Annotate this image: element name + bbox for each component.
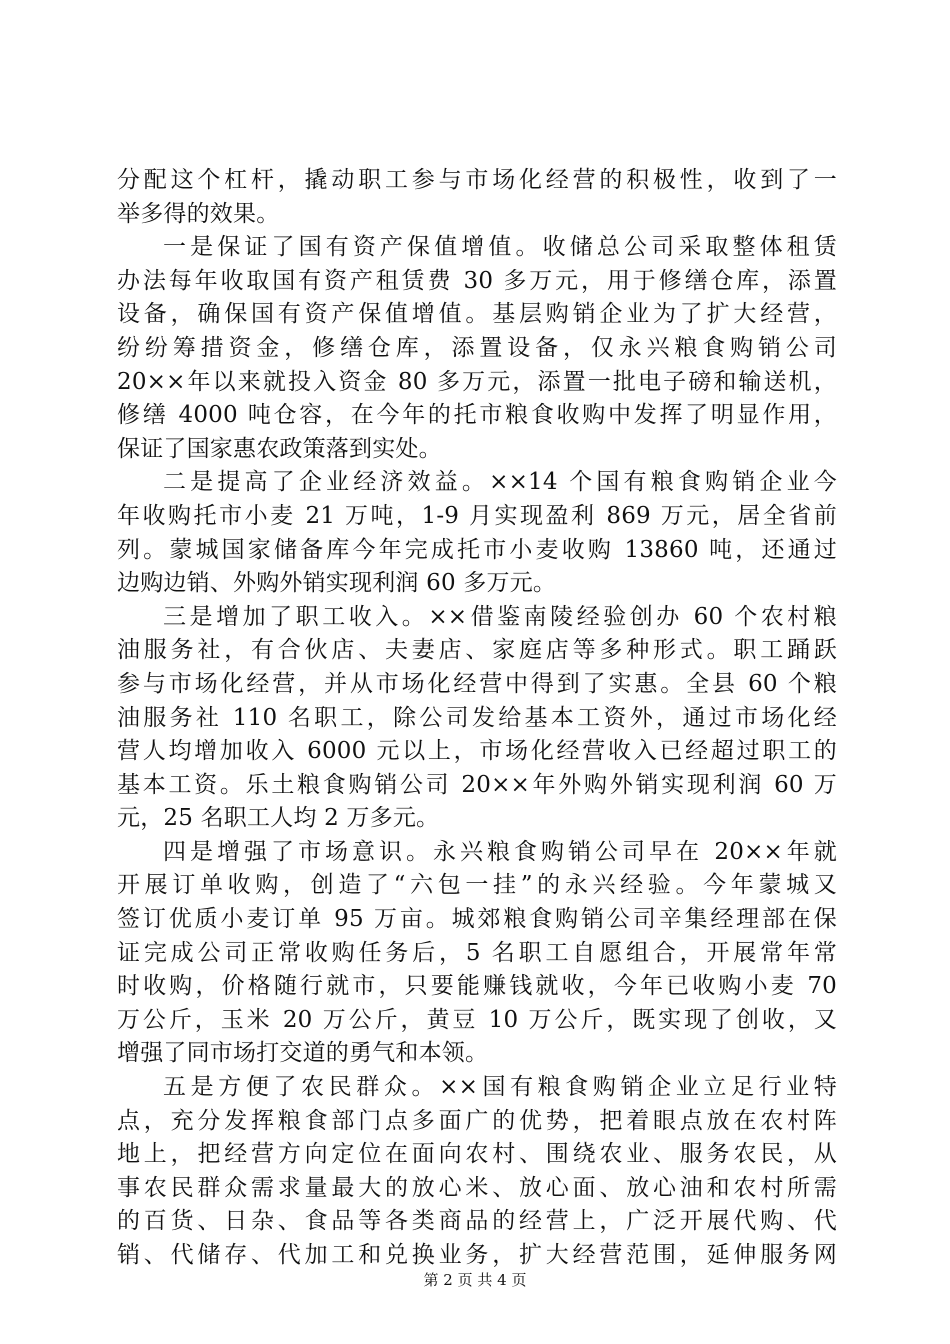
text-line: 设备，确保国有资产保值增值。基层购销企业为了扩大经营， xyxy=(117,301,837,328)
text-line: 举多得的效果。 xyxy=(117,200,280,227)
text-line: 修缮 4000 吨仓容，在今年的托市粮食收购中发挥了明显作用， xyxy=(117,402,837,429)
text-line: 参与市场化经营，并从市场化经营中得到了实惠。全县 60 个粮 xyxy=(117,670,837,697)
text-line: 年收购托市小麦 21 万吨，1-9 月实现盈利 869 万元，居全省前 xyxy=(117,502,837,529)
text-line: 证完成公司正常收购任务后，5 名职工自愿组合，开展常年常 xyxy=(117,939,837,966)
text-line: 纷纷筹措资金，修缮仓库，添置设备，仅永兴粮食购销公司 xyxy=(117,334,837,361)
text-line: 办法每年收取国有资产租赁费 30 多万元，用于修缮仓库，添置 xyxy=(117,267,837,294)
text-line: 四是增强了市场意识。永兴粮食购销公司早在 20××年就 xyxy=(163,838,837,865)
text-line: 基本工资。乐土粮食购销公司 20××年外购外销实现利润 60 万 xyxy=(117,771,837,798)
text-line: 边购边销、外购外销实现利润 60 多万元。 xyxy=(117,570,557,597)
text-line: 签订优质小麦订单 95 万亩。城郊粮食购销公司辛集经理部在保 xyxy=(117,906,837,933)
text-line: 一是保证了国有资产保值增值。收储总公司采取整体租赁 xyxy=(163,234,837,261)
text-line: 分配这个杠杆，撬动职工参与市场化经营的积极性，收到了一 xyxy=(117,167,837,193)
text-line: 油服务社，有合伙店、夫妻店、家庭店等多种形式。职工踊跃 xyxy=(117,637,837,664)
text-line: 元，25 名职工人均 2 万多元。 xyxy=(117,805,440,832)
text-line: 增强了同市场打交道的勇气和本领。 xyxy=(117,1040,489,1067)
text-line: 五是方便了农民群众。××国有粮食购销企业立足行业特 xyxy=(163,1074,837,1101)
document-body xyxy=(117,164,837,1273)
text-line: 列。蒙城国家储备库今年完成托市小麦收购 13860 吨，还通过 xyxy=(117,536,837,563)
page-number-footer: 第 2 页 共 4 页 xyxy=(423,1271,527,1289)
text-line: 万公斤，玉米 20 万公斤，黄豆 10 万公斤，既实现了创收，又 xyxy=(117,1006,837,1033)
text-line: 营人均增加收入 6000 元以上，市场化经营收入已经超过职工的 xyxy=(117,738,837,765)
text-line: 油服务社 110 名职工，除公司发给基本工资外，通过市场化经 xyxy=(117,704,837,731)
text-line: 开展订单收购，创造了“六包一挂”的永兴经验。今年蒙城又 xyxy=(117,872,837,899)
text-line: 销、代储存、代加工和兑换业务，扩大经营范围，延伸服务网 xyxy=(117,1242,837,1268)
text-line: 点，充分发挥粮食部门点多面广的优势，把着眼点放在农村阵 xyxy=(117,1107,837,1134)
text-line: 20××年以来就投入资金 80 多万元，添置一批电子磅和输送机， xyxy=(117,368,837,395)
text-line: 保证了国家惠农政策落到实处。 xyxy=(117,435,442,462)
text-line: 的百货、日杂、食品等各类商品的经营上，广泛开展代购、代 xyxy=(117,1208,837,1235)
text-line: 地上，把经营方向定位在面向农村、围绕农业、服务农民，从 xyxy=(117,1141,837,1168)
text-line: 三是增加了职工收入。××借鉴南陵经验创办 60 个农村粮 xyxy=(163,603,837,630)
text-line: 二是提高了企业经济效益。××14 个国有粮食购销企业今 xyxy=(163,469,837,496)
text-line: 时收购，价格随行就市，只要能赚钱就收，今年已收购小麦 70 xyxy=(117,973,837,1000)
text-line: 事农民群众需求量最大的放心米、放心面、放心油和农村所需 xyxy=(117,1174,837,1201)
